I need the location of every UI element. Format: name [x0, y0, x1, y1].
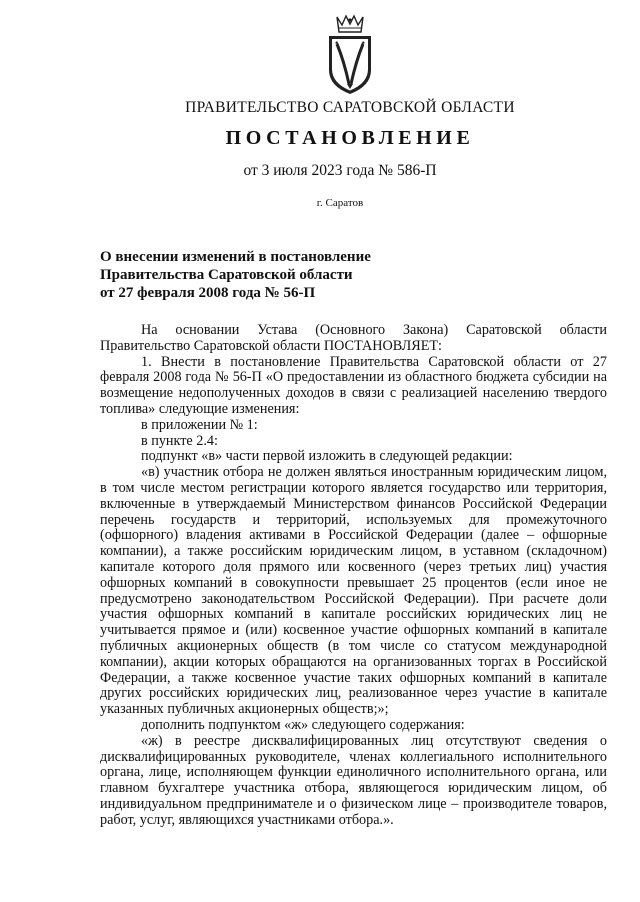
document-city: г. Саратов	[316, 197, 364, 209]
title-line: О внесении изменений в постановление	[100, 249, 371, 265]
coat-of-arms-icon	[323, 14, 377, 96]
body-paragraph: в приложении № 1:	[141, 416, 258, 433]
body-paragraph: в пункте 2.4:	[141, 432, 218, 449]
document-date-number: от 3 июля 2023 года № 586-П	[243, 162, 437, 179]
body-paragraph: На основании Устава (Основного Закона) Саратовской области Правительство Саратовской области ПОСТАНОВЛЯЕТ:	[100, 322, 607, 354]
body-paragraph: «в) участник отбора не должен являться иностранным юридическим лицом, в том числе местом регистрации которого является государство или территория, включенные в утверждаемый Министерством финансов Российской Федерации перечень государств и территорий, используемых для промежуточного (офшорного) владения активами в Российской Федерации (далее – офшорные компании), а также российским юридическим лицом, в уставном (складочном) капитале которого доля прямого или косвенного (через третьих лиц) участия офшорных компаний в совокупности превышает 25 процентов (если иное не предусмотрено законодательством Российской Федерации). При расчете доли участия офшорных компаний в капитале российских юридических лиц не учитывается прямое и (или) косвенное участие офшорных компаний в капитале публичных акционерных обществ (в том числе со статусом международной компании), акции которых обращаются на организованных торгах в Российской Федерации, а также косвенное участие таких офшорных компаний в капитале других российских юридических лиц, реализованное через участие в капитале указанных публичных акционерных обществ;»;	[100, 464, 607, 718]
document-title	[100, 248, 540, 302]
organization-name: ПРАВИТЕЛЬСТВО САРАТОВСКОЙ ОБЛАСТИ	[185, 99, 515, 116]
body-paragraph: 1. Внести в постановление Правительства Саратовской области от 27 февраля 2008 года № 56-П «О предоставлении из областного бюджета субсидии на возмещение недополученных доходов в связи с реализацией населению твердого топлива» следующие изменения:	[100, 353, 607, 417]
document-body	[100, 323, 607, 829]
body-paragraph: «ж) в реестре дисквалифицированных лиц отсутствуют сведения о дисквалифицированных руководителе, членах коллегиального исполнительного органа, лице, исполняющем функции единоличного исполнительного органа, или главном бухгалтере участника отбора, являющегося юридическим лицом, об индивидуальном предпринимателе и о физическом лице – производителе товаров, работ, услуг, являющихся участниками отбора.».	[100, 732, 607, 828]
body-paragraph: дополнить подпунктом «ж» следующего содержания:	[141, 716, 465, 733]
body-paragraph: подпункт «в» части первой изложить в следующей редакции:	[141, 448, 513, 465]
document-type: ПОСТАНОВЛЕНИЕ	[225, 127, 475, 149]
title-line: Правительства Саратовской области	[100, 267, 353, 283]
title-line: от 27 февраля 2008 года № 56-П	[100, 285, 316, 301]
